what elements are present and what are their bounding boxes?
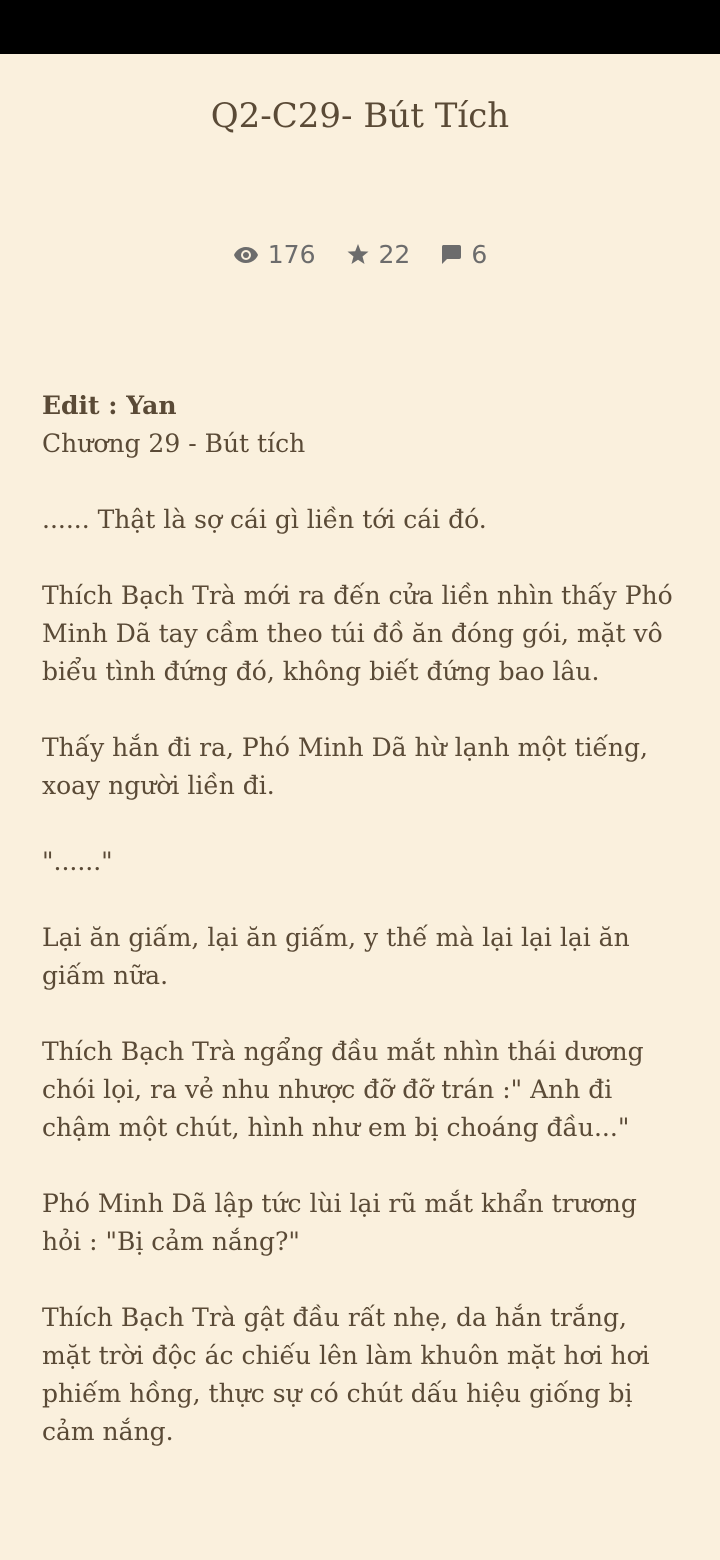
- stars-count: 22: [378, 240, 411, 269]
- eye-icon: [233, 246, 268, 264]
- chapter-title: Q2-C29- Bút Tích: [210, 96, 510, 136]
- comment-icon: [440, 244, 471, 266]
- chapter-stats: [0, 240, 720, 269]
- paragraph: Thích Bạch Trà ngẩng đầu mắt nhìn thái dương chói lọi, ra vẻ nhu nhược đỡ đỡ trán :" Anh đi chậm một chút, hình như em bị choáng đầu...": [42, 1037, 644, 1142]
- editor-line: Edit : Yan: [42, 391, 177, 420]
- paragraph: ...... Thật là sợ cái gì liền tới cái đó.: [42, 505, 487, 534]
- paragraph: Lại ăn giấm, lại ăn giấm, y thế mà lại lại lại ăn giấm nữa.: [42, 923, 630, 990]
- paragraph: Phó Minh Dã lập tức lùi lại rũ mắt khẩn trương hỏi : "Bị cảm nắng?": [42, 1189, 637, 1256]
- star-icon: [346, 243, 379, 266]
- chapter-content: [42, 387, 682, 1489]
- status-bar: [0, 0, 720, 54]
- paragraph: "......": [42, 847, 113, 876]
- views-stat: [233, 240, 316, 269]
- comments-stat: [440, 240, 487, 269]
- paragraph: Thích Bạch Trà gật đầu rất nhẹ, da hắn trắng, mặt trời độc ác chiếu lên làm khuôn mặt hơi hơi phiếm hồng, thực sự có chút dấu hiệu giống bị cảm nắng.: [42, 1303, 650, 1446]
- paragraph: Thấy hắn đi ra, Phó Minh Dã hừ lạnh một tiếng, xoay người liền đi.: [42, 733, 648, 800]
- chapter-subtitle: Chương 29 - Bút tích: [42, 429, 306, 458]
- comments-count: 6: [471, 240, 488, 269]
- views-count: 176: [267, 240, 316, 269]
- stars-stat: [346, 240, 411, 269]
- paragraph: Thích Bạch Trà mới ra đến cửa liền nhìn thấy Phó Minh Dã tay cầm theo túi đồ ăn đóng gói, mặt vô biểu tình đứng đó, không biết đứng bao lâu.: [42, 581, 673, 686]
